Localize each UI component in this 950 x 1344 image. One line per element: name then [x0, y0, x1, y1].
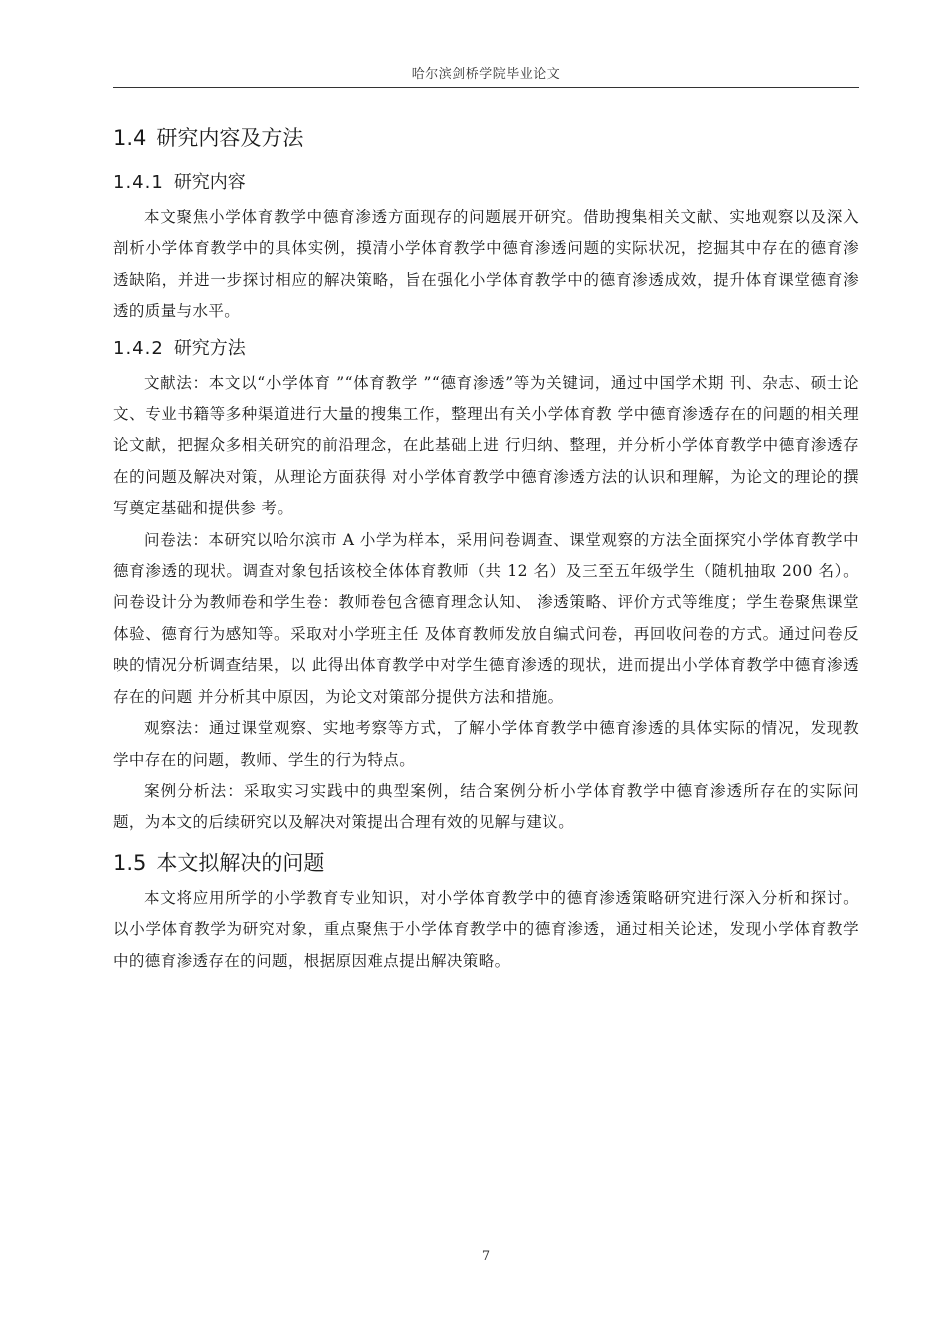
- problems-to-solve-paragraph: 本文将应用所学的小学教育专业知识，对小学体育教学中的德育渗透策略研究进行深入分析和探讨。以小学体育教学为研究对象，重点聚焦于小学体育教学中的德育渗透，通过相关论述，发现小学体育教学中的德育渗透存在的问题，根据原因难点提出解决策略。: [113, 888, 859, 970]
- section-title: 本文拟解决的问题: [156, 850, 325, 875]
- questionnaire-method-paragraph: 问卷法：本研究以哈尔滨市 A 小学为样本，采用问卷调查、课堂观察的方法全面探究小学体育教学中德育渗透的现状。调查对象包括该校全体体育教师（共 12 名）及三至五年级学生（随机抽取 200 名）。问卷设计分为教师卷和学生卷：教师卷包含德育理念认知、 渗透策略、评价方式等维度；学生卷聚焦课堂体验、德育行为感知等。采取对小学班主任 及体育教师发放自编式问卷，再回收问卷的方式。通过问卷反映的情况分析调查结果，以 此得出体育教学中对学生德育渗透的现状，进而提出小学体育教学中德育渗透存在的问题 并分析其中原因，为论文对策部分提供方法和措施。: [113, 530, 859, 706]
- section-number: 1.4: [113, 126, 147, 150]
- section-number: 1.5: [113, 850, 147, 875]
- subsection-heading-1-4-1: [113, 164, 859, 202]
- section-heading-1-5: [113, 843, 859, 883]
- subsection-heading-1-4-2: [113, 330, 859, 368]
- case-analysis-method-paragraph: 案例分析法：采取实习实践中的典型案例，结合案例分析小学体育教学中德育渗透所存在的实际问题，为本文的后续研究以及解决对策提出合理有效的见解与建议。: [113, 781, 859, 832]
- section-title: 研究内容及方法: [156, 126, 304, 150]
- running-header: 哈尔滨剑桥学院毕业论文: [411, 67, 561, 82]
- literature-method-paragraph: 文献法：本文以“小学体育 ”“体育教学 ”“德育渗透”等为关键词，通过中国学术期 刊、杂志、硕士论文、专业书籍等多种渠道进行大量的搜集工作，整理出有关小学体育教 学中德育渗透存在的问题的相关理论文献，把握众多相关研究的前沿理念，在此基础上进 行归纳、整理，并分析小学体育教学中德育渗透存在的问题及解决对策，从理论方面获得 对小学体育教学中德育渗透方法的认识和理解，为论文的理论的撰写奠定基础和提供参 考。: [113, 373, 859, 518]
- section-heading-1-4: [113, 118, 859, 158]
- header-rule: [113, 87, 859, 88]
- subsection-number: 1.4.2: [113, 337, 164, 359]
- subsection-title: 研究方法: [173, 337, 246, 359]
- page-number: 7: [481, 1249, 491, 1264]
- page-content: [113, 118, 859, 977]
- research-content-paragraph: 本文聚焦小学体育教学中德育渗透方面现存的问题展开研究。借助搜集相关文献、实地观察以及深入剖析小学体育教学中的具体实例，摸清小学体育教学中德育渗透问题的实际状况，挖掘其中存在的德育渗透缺陷，并进一步探讨相应的解决策略，旨在强化小学体育教学中的德育渗透成效，提升体育课堂德育渗透的质量与水平。: [113, 208, 859, 321]
- subsection-title: 研究内容: [173, 172, 246, 193]
- subsection-number: 1.4.1: [113, 172, 164, 193]
- observation-method-paragraph: 观察法：通过课堂观察、实地考察等方式，了解小学体育教学中德育渗透的具体实际的情况，发现教学中存在的问题，教师、学生的行为特点。: [113, 719, 859, 769]
